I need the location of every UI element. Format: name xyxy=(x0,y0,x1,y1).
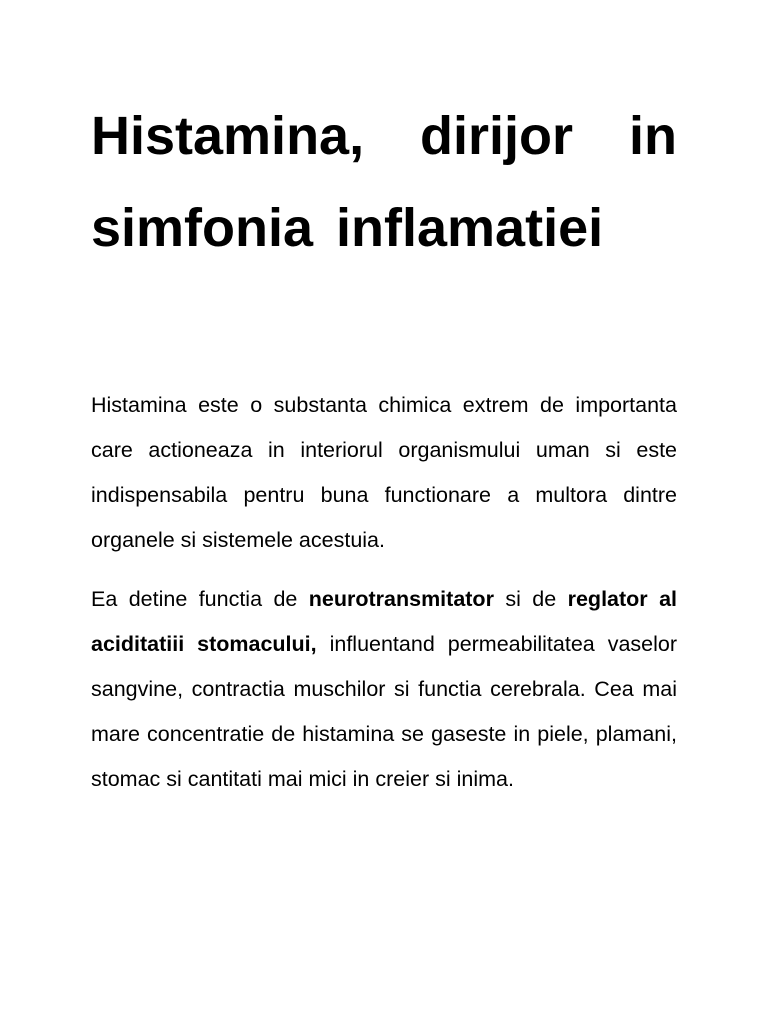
paragraph-intro: Histamina este o substanta chimica extrem de importanta care actioneaza in interiorul organismului uman si este indispensabila pentru buna functionare a multora dintre organele si sistemele acestuia. xyxy=(91,393,677,552)
paragraph-text: Ea detine functia de xyxy=(91,587,309,611)
document-page xyxy=(91,90,677,802)
document-title: Histamina, dirijor in simfonia inflamatiei xyxy=(91,106,677,258)
paragraph-functions xyxy=(91,577,677,802)
paragraph-text: si de xyxy=(493,587,568,611)
paragraph-text: influentand permeabilitatea vaselor sangvine, contractia muschilor si functia cerebrala. Cea mai mare concentratie de histamina se gaseste in piele, plamani, stomac si cantitati mai mici in creier si inima. xyxy=(91,632,677,791)
bold-term-reglator: reglator al aciditatiii stomacului, xyxy=(91,587,677,656)
bold-term-neurotransmitator: neurotransmitator xyxy=(308,587,494,611)
